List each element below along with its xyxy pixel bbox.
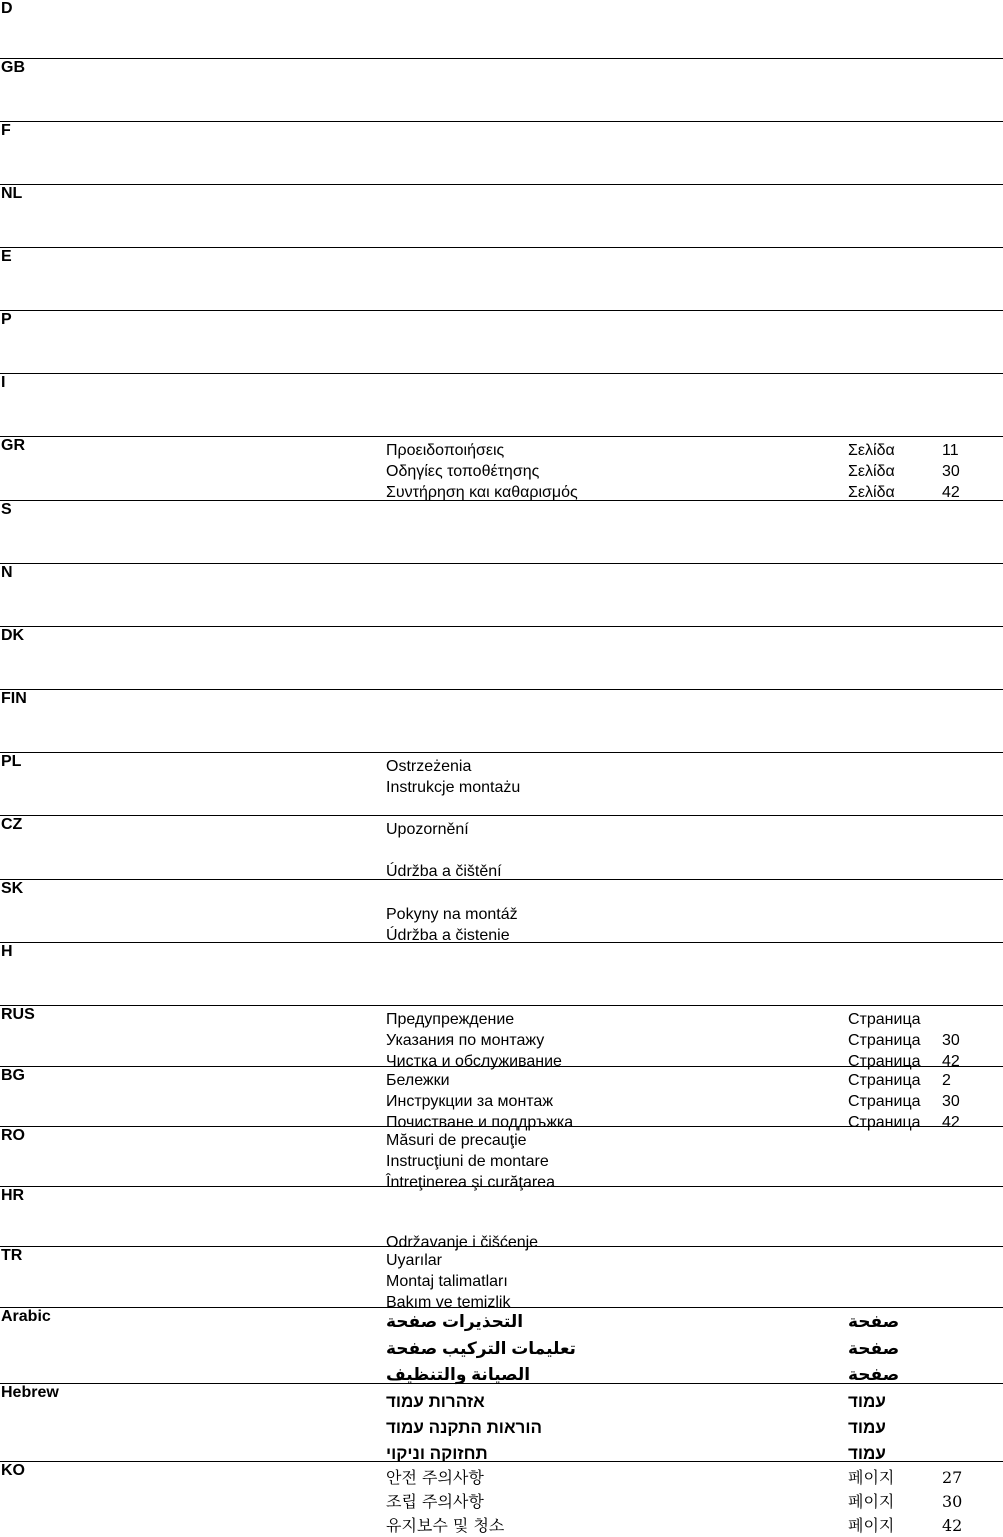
language-section <box>0 880 1003 943</box>
toc-row <box>0 841 1003 862</box>
toc-entry-label: تعليمات التركيب صفحة <box>386 1339 576 1358</box>
language-code: DK <box>1 627 25 644</box>
language-code: E <box>1 248 12 265</box>
language-code: PL <box>1 753 22 770</box>
toc-row <box>0 1365 1003 1386</box>
toc-row <box>0 441 1003 462</box>
toc-row <box>0 1339 1003 1360</box>
page-word: صفحة <box>848 1312 900 1331</box>
toc-entry-label: הוראות התקנה עמוד <box>386 1418 542 1437</box>
toc-entry-label: Ostrzeżenia <box>386 758 472 775</box>
language-code: FIN <box>1 690 27 707</box>
toc-entry-label: Údržba a čištění <box>386 863 502 880</box>
language-section <box>0 122 1003 185</box>
toc-entry-label: Instrucţiuni de montare <box>386 1153 549 1170</box>
toc-entry-label: التحذيرات صفحة <box>386 1312 524 1331</box>
page-word: עמוד <box>848 1444 886 1463</box>
language-code: I <box>1 374 6 391</box>
page-word: עמוד <box>848 1418 886 1437</box>
toc-entry-label: Чистка и обслуживание <box>386 1053 562 1070</box>
language-code: Hebrew <box>1 1384 59 1401</box>
language-section <box>0 1384 1003 1462</box>
toc-entry-label: אזהרות עמוד <box>386 1392 485 1411</box>
page-word: Σελίδα <box>848 484 895 501</box>
language-code: S <box>1 501 12 518</box>
language-code: H <box>1 943 13 960</box>
page-number: 42 <box>942 484 960 501</box>
language-section <box>0 1006 1003 1070</box>
language-code: D <box>1 0 13 17</box>
toc-entry-label: 조립 주의사항 <box>386 1492 484 1511</box>
page-word: Страница <box>848 1053 921 1070</box>
page-word: صفحة <box>848 1365 900 1384</box>
toc-row <box>0 820 1003 841</box>
page-word: Страница <box>848 1072 921 1089</box>
toc-row <box>0 1071 1003 1092</box>
language-code: Arabic <box>1 1308 51 1325</box>
language-section <box>0 1247 1003 1311</box>
language-code: P <box>1 311 12 328</box>
toc-entry-label: 유지보수 및 청소 <box>386 1516 505 1535</box>
language-code: RUS <box>1 1006 35 1023</box>
toc-entry-label: Συντήρηση και καθαρισμός <box>386 484 578 501</box>
language-section <box>0 1127 1003 1191</box>
page-word: 페이지 <box>848 1468 895 1487</box>
toc-entry-label: Προειδοποιήσεις <box>386 442 505 459</box>
toc-row <box>0 1092 1003 1113</box>
toc-entry-label: Bakım ve temizlik <box>386 1294 511 1311</box>
toc-row <box>0 1492 1003 1513</box>
language-section <box>0 1308 1003 1384</box>
page-word: Страница <box>848 1032 921 1049</box>
language-code: SK <box>1 880 24 897</box>
page-word: Страница <box>848 1093 921 1110</box>
language-code: GB <box>1 59 25 76</box>
language-code: BG <box>1 1067 25 1084</box>
toc-entry-label: Οδηγίες τοποθέτησης <box>386 463 540 480</box>
page-number: 2 <box>942 1072 951 1089</box>
language-code: KO <box>1 1462 25 1479</box>
language-section <box>0 311 1003 374</box>
page-word: 페이지 <box>848 1492 895 1511</box>
toc-entry-label: Instrukcje montażu <box>386 779 521 796</box>
toc-entry-label: Pokyny na montáž <box>386 906 518 923</box>
toc-entry-label: 안전 주의사항 <box>386 1468 484 1487</box>
language-code: N <box>1 564 13 581</box>
toc-row <box>0 905 1003 926</box>
language-section <box>0 690 1003 753</box>
page-word: 페이지 <box>848 1516 895 1535</box>
page-word: صفحة <box>848 1339 900 1358</box>
toc-row <box>0 757 1003 778</box>
language-section <box>0 753 1003 816</box>
toc-row <box>0 884 1003 905</box>
language-code: NL <box>1 185 23 202</box>
toc-entry-label: Инструкции за монтаж <box>386 1093 554 1110</box>
toc-row <box>0 1212 1003 1233</box>
toc-entry-label: תחזוקה וניקוי <box>386 1444 488 1463</box>
language-section <box>0 374 1003 437</box>
language-code: RO <box>1 1127 25 1144</box>
language-section <box>0 59 1003 122</box>
language-section <box>0 437 1003 501</box>
page-number: 11 <box>942 442 959 459</box>
toc-row <box>0 1031 1003 1052</box>
page-word: Страница <box>848 1114 921 1131</box>
toc-row <box>0 778 1003 799</box>
page-number: 30 <box>942 463 960 480</box>
toc-row <box>0 1392 1003 1413</box>
toc-row <box>0 1418 1003 1439</box>
toc-entry-label: Održavanje i čišćenje <box>386 1234 539 1251</box>
page-number: 27 <box>942 1468 963 1487</box>
toc-entry-label: Upozornění <box>386 821 469 838</box>
toc-entry-label: Údržba a čistenie <box>386 927 510 944</box>
page-number: 42 <box>942 1053 960 1070</box>
toc-entry-label: Почистване и поддръжка <box>386 1114 574 1131</box>
page-word: Σελίδα <box>848 463 895 480</box>
page-number: 30 <box>942 1093 960 1110</box>
toc-row <box>0 1251 1003 1272</box>
page-number: 42 <box>942 1114 960 1131</box>
page-number: 42 <box>942 1516 963 1535</box>
toc-entry-label: Указания по монтажу <box>386 1032 545 1049</box>
language-code: GR <box>1 437 25 454</box>
page-number: 30 <box>942 1492 963 1511</box>
language-code: HR <box>1 1187 25 1204</box>
page-word: Σελίδα <box>848 442 895 459</box>
language-section <box>0 1187 1003 1251</box>
language-section <box>0 816 1003 880</box>
language-code: TR <box>1 1247 23 1264</box>
page-number: 30 <box>942 1032 960 1049</box>
language-section <box>0 627 1003 690</box>
toc-entry-label: Uyarılar <box>386 1252 443 1269</box>
language-section <box>0 0 1003 59</box>
toc-entry-label: Întreţinerea şi curăţarea <box>386 1174 555 1191</box>
language-section <box>0 501 1003 564</box>
language-section <box>0 564 1003 627</box>
language-section <box>0 943 1003 1006</box>
page-word: Страница <box>848 1011 921 1028</box>
toc-row <box>0 1312 1003 1333</box>
toc-row <box>0 1272 1003 1293</box>
toc-entry-label: Предупреждение <box>386 1011 515 1028</box>
language-code: F <box>1 122 11 139</box>
toc-entry-label: الصيانة والتنظيف <box>386 1365 531 1384</box>
toc-row <box>0 1010 1003 1031</box>
language-section <box>0 185 1003 248</box>
toc-row <box>0 1131 1003 1152</box>
page-word: עמוד <box>848 1392 886 1411</box>
toc-entry-label: Бележки <box>386 1072 450 1089</box>
toc-row <box>0 1191 1003 1212</box>
toc-row <box>0 462 1003 483</box>
toc-row <box>0 1468 1003 1489</box>
language-code: CZ <box>1 816 23 833</box>
toc-entry-label: Măsuri de precauţie <box>386 1132 527 1149</box>
language-section <box>0 248 1003 311</box>
toc-entry-label: Montaj talimatları <box>386 1273 508 1290</box>
toc-row <box>0 1152 1003 1173</box>
language-section <box>0 1067 1003 1131</box>
language-section <box>0 1462 1003 1534</box>
